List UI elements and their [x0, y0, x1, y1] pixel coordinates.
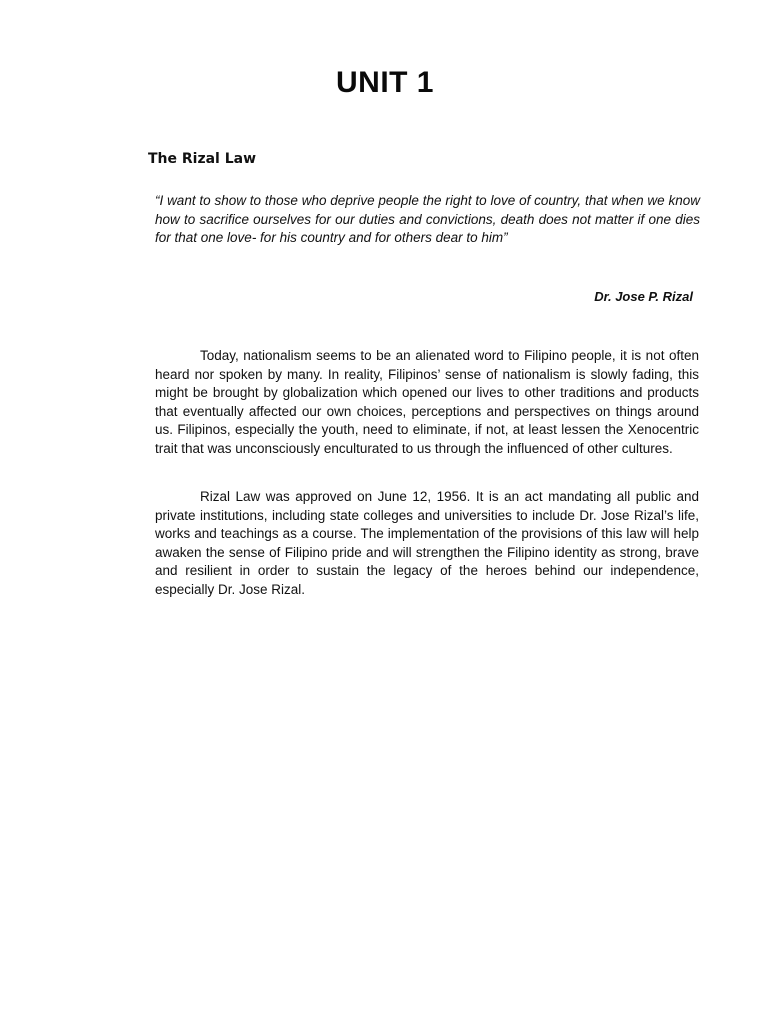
- rizal-quote: “I want to show to those who deprive people the right to love of country, that when we know how to sacrifice ourselves for our duties and convictions, death does not matter if one dies for that one love- for his country and for others dear to him”: [155, 193, 700, 245]
- quote-attribution: Dr. Jose P. Rizal: [594, 289, 693, 304]
- body-paragraph-1: Today, nationalism seems to be an alienated word to Filipino people, it is not often heard nor spoken by many. In reality, Filipinos’ sense of nationalism is slowly fading, this might be brought by globalization which opened our lives to other traditions and products that eventually affected our own choices, perceptions and perspectives on things around us. Filipinos, especially the youth, need to eliminate, if not, at least lessen the Xenocentric trait that was unconsciously enculturated to us through the influenced of other cultures.: [155, 348, 699, 456]
- body-paragraph-2: Rizal Law was approved on June 12, 1956. It is an act mandating all public and private institutions, including state colleges and universities to include Dr. Jose Rizal’s life, works and teachings as a course. The implementation of the provisions of this law will help awaken the sense of Filipino pride and will strengthen the Filipino identity as strong, brave and resilient in order to sustain the legacy of the heroes behind our independence, especially Dr. Jose Rizal.: [155, 489, 699, 597]
- section-heading: The Rizal Law: [148, 151, 257, 167]
- page-title: UNIT 1: [335, 66, 434, 99]
